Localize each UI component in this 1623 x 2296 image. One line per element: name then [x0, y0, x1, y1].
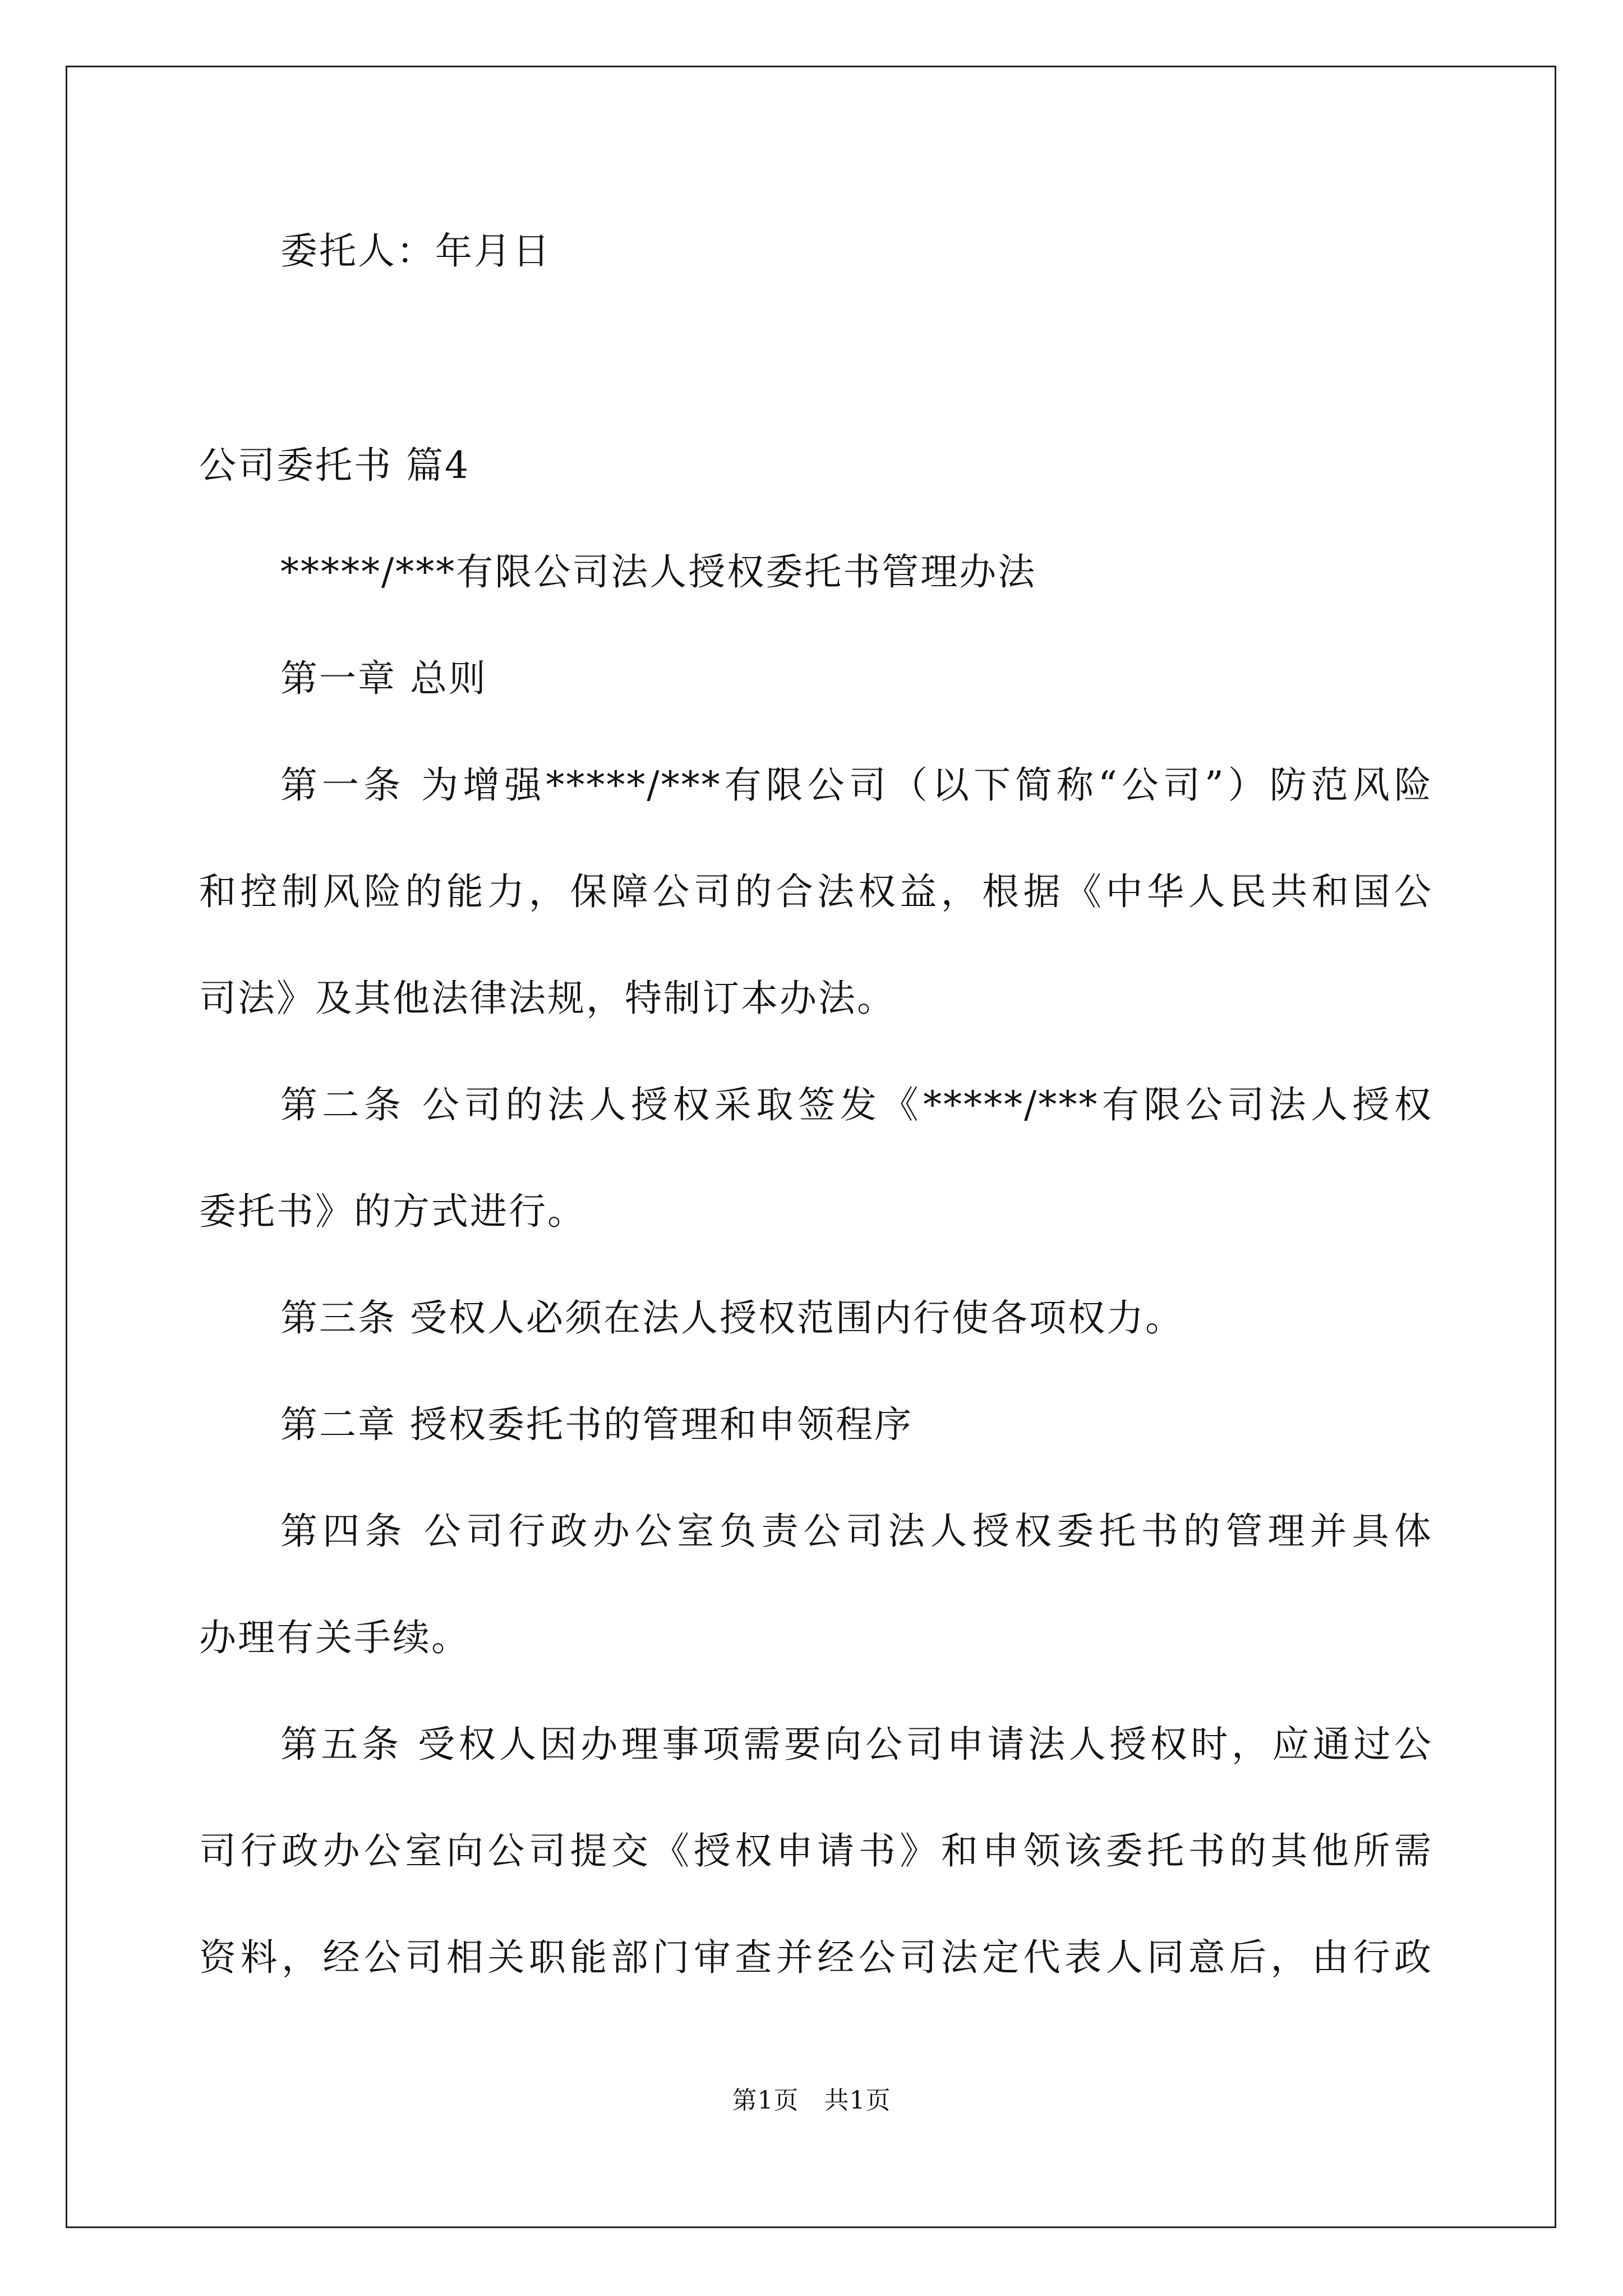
article-5-line-2: 司行政办公室向公司提交《授权申请书》和申领该委托书的其他所需	[199, 1829, 1433, 1872]
chapter-heading-2: 第二章 授权委托书的管理和申领程序	[280, 1403, 913, 1446]
article-3: 第三条 受权人必须在法人授权范围内行使各项权力。	[280, 1296, 1184, 1340]
article-4-line-1: 第四条 公司行政办公室负责公司法人授权委托书的管理并具体	[280, 1510, 1433, 1553]
article-5-line-1: 第五条 受权人因办理事项需要向公司申请法人授权时，应通过公	[280, 1723, 1433, 1766]
document-title: *****/***有限公司法人授权委托书管理办法	[280, 550, 1037, 593]
article-1-line-2: 和控制风险的能力，保障公司的合法权益，根据《中华人民共和国公	[199, 870, 1433, 913]
article-5-line-3: 资料，经公司相关职能部门审查并经公司法定代表人同意后，由行政	[199, 1936, 1433, 1979]
article-1-line-3: 司法》及其他法律法规，特制订本办法。	[199, 977, 896, 1020]
article-1-line-1: 第一条 为增强*****/***有限公司（以下简称“公司”）防范风险	[280, 763, 1433, 807]
article-4-line-2: 办理有关手续。	[199, 1616, 470, 1659]
section-heading: 公司委托书 篇4	[199, 444, 470, 487]
article-2-line-2: 委托书》的方式进行。	[199, 1190, 586, 1233]
article-2-line-1: 第二条 公司的法人授权采取签发《*****/***有限公司法人授权	[280, 1083, 1433, 1126]
page-border	[66, 66, 1556, 2228]
page-footer: 第1页 共1页	[732, 2086, 891, 2115]
text-line-1: 委托人：年月日	[280, 229, 551, 273]
chapter-heading-1: 第一章 总则	[280, 657, 487, 700]
